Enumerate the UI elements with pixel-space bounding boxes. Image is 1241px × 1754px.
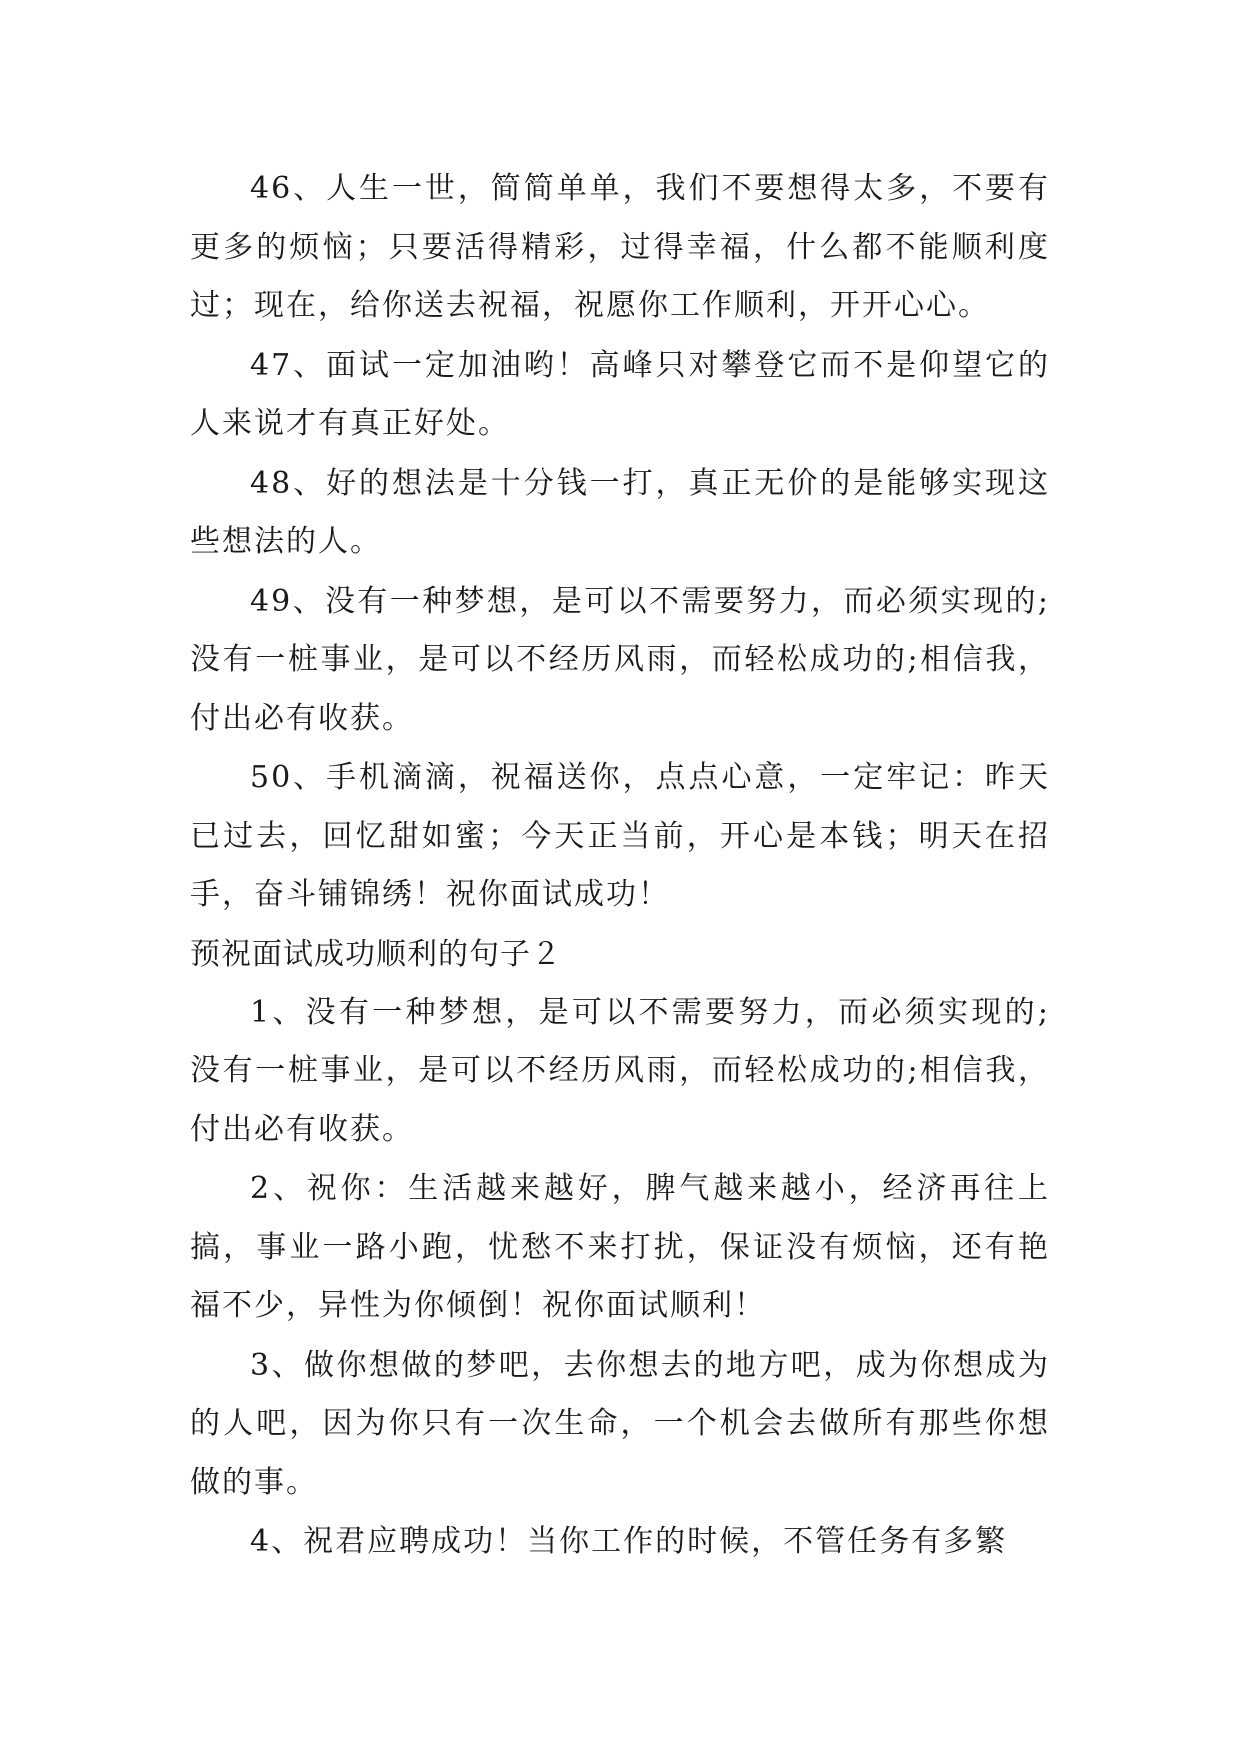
paragraph-50: 50、手机滴滴，祝福送你，点点心意，一定牢记：昨天已过去，回忆甜如蜜；今天正当前，开心是本钱；明天在招手，奋斗铺锦绣！祝你面试成功！	[190, 760, 1050, 912]
paragraph-1: 1、没有一种梦想，是可以不需要努力，而必须实现的;没有一桩事业，是可以不经历风雨，而轻松成功的;相信我，付出必有收获。	[190, 994, 1050, 1147]
paragraph-2: 2、祝你：生活越来越好，脾气越来越小，经济再往上搞，事业一路小跑，忧愁不来打扰，保证没有烦恼，还有艳福不少，异性为你倾倒！祝你面试顺利！	[190, 1171, 1050, 1323]
paragraph-49: 49、没有一种梦想，是可以不需要努力，而必须实现的;没有一桩事业，是可以不经历风雨，而轻松成功的;相信我，付出必有收获。	[190, 583, 1050, 736]
paragraph-48: 48、好的想法是十分钱一打，真正无价的是能够实现这些想法的人。	[190, 465, 1050, 559]
paragraph-4: 4、祝君应聘成功！当你工作的时候，不管任务有多繁	[250, 1524, 1008, 1559]
document-body	[190, 160, 1050, 1573]
paragraph-47: 47、面试一定加油哟！高峰只对攀登它而不是仰望它的人来说才有真正好处。	[190, 347, 1050, 441]
paragraph-46: 46、人生一世，简简单单，我们不要想得太多，不要有更多的烦恼；只要活得精彩，过得幸福，什么都不能顺利度过；现在，给你送去祝福，祝愿你工作顺利，开开心心。	[190, 171, 1050, 323]
section-heading: 预祝面试成功顺利的句子２	[190, 936, 562, 972]
paragraph-3: 3、做你想做的梦吧，去你想去的地方吧，成为你想成为的人吧，因为你只有一次生命，一个机会去做所有那些你想做的事。	[190, 1347, 1050, 1500]
